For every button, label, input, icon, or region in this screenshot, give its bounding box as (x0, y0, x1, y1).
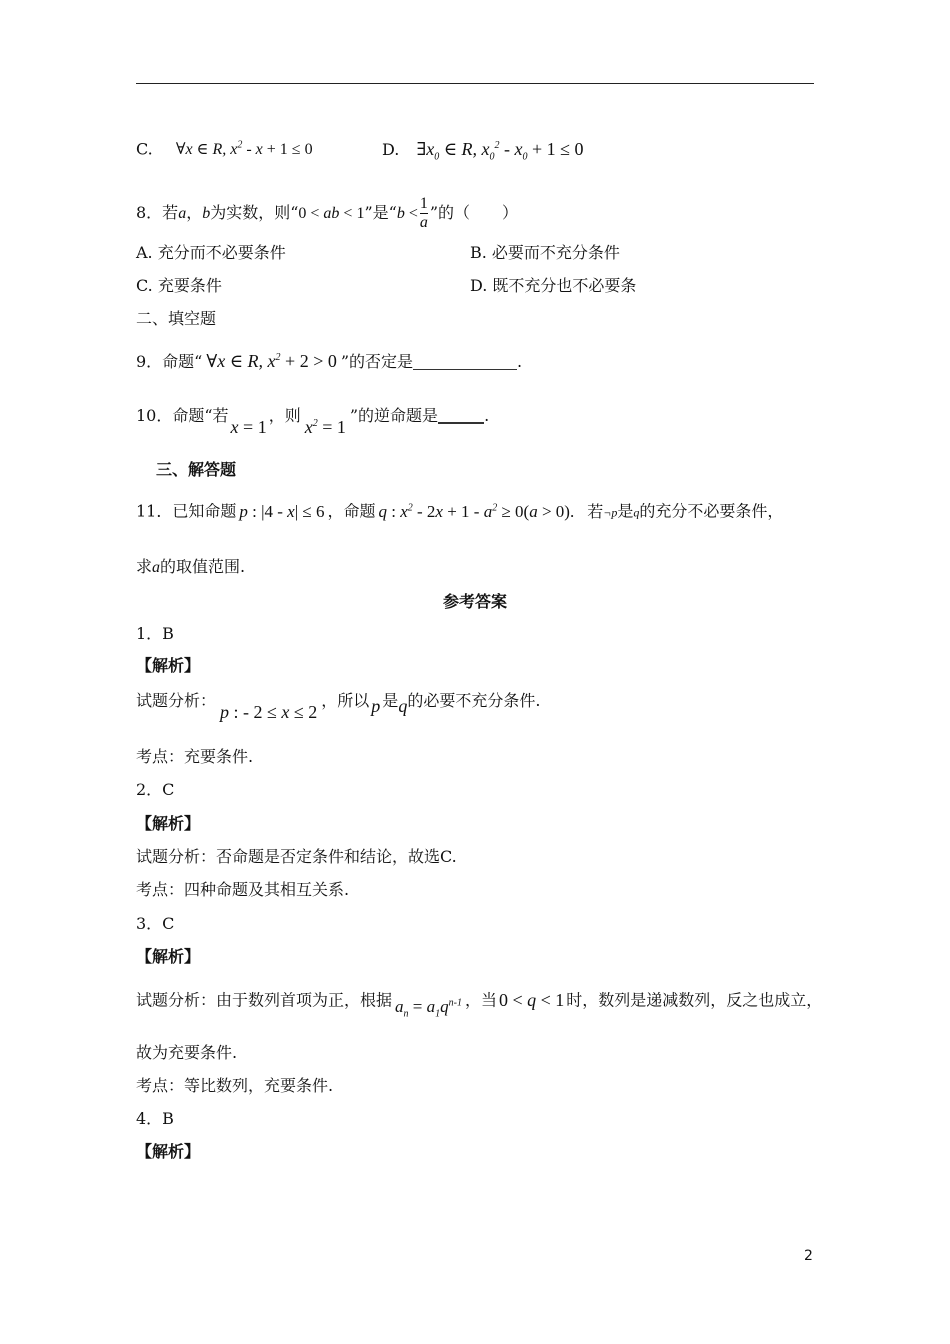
option-label: D. (382, 140, 400, 159)
text: 求 (136, 557, 153, 576)
answer-1-number: 1．B (136, 624, 174, 643)
text: ，所以 (321, 691, 370, 710)
question-11 (136, 496, 783, 525)
formula-not-p: ¬p (603, 505, 618, 520)
section-answer-heading: 三、解答题 (156, 460, 237, 479)
formula: $\exists x_0$ ∈ R, $x_0^2 - x_0 + 1 \le 0$ (416, 139, 584, 163)
formula: b < (396, 205, 418, 222)
answer-1-analysis (136, 688, 541, 722)
answer-3-keypoint: 考点：等比数列，充要条件. (136, 1076, 334, 1095)
text: 9．命题“ (136, 352, 203, 371)
formula: 0 < ab < 1 (298, 205, 365, 222)
q8-number: 8．若 (136, 203, 179, 222)
q7-option-d (382, 134, 584, 170)
question-10 (136, 400, 490, 437)
math-a: a (178, 205, 187, 222)
formula: p : - 2 ≤ x ≤ 2 (220, 702, 318, 722)
page-number: 2 (804, 1248, 813, 1264)
text: 是 (382, 691, 399, 710)
q8-option-a: A. 充分而不必要条件 (136, 243, 286, 262)
answer-3-analysis (136, 985, 822, 1020)
q8-option-c: C. 充要条件 (136, 276, 222, 295)
answer-2-analysis: 试题分析：否命题是否定条件和结论，故选C. (136, 847, 457, 866)
text: 的充分不必要条件， (639, 501, 784, 521)
text: 试题分析：由于数列首项为正，根据 (136, 990, 393, 1010)
text: ”的（ ） (429, 203, 519, 222)
answer-blank[interactable] (413, 353, 517, 370)
formula: $x^2 = 1$ (304, 417, 346, 437)
text: ”的逆命题是 (349, 406, 439, 425)
text: 的取值范围. (160, 557, 246, 576)
formula: ∀x ∈ R, $x^2 - x + 1 \le 0$ (175, 140, 313, 159)
answer-3-analysis-line2: 故为充要条件. (136, 1043, 238, 1062)
math-b: b (202, 205, 211, 222)
text: . (517, 352, 523, 371)
answer-4-tag: 【解析】 (136, 1142, 201, 1161)
question-9 (136, 346, 522, 374)
answer-1-keypoint: 考点：充要条件. (136, 747, 254, 766)
text: 的必要不充分条件. (407, 691, 541, 710)
answer-3-tag: 【解析】 (136, 947, 201, 966)
formula-p: p : |4 - x| ≤ 6 (239, 501, 325, 521)
text: 时，数列是递减数列，反之也成立， (566, 990, 823, 1010)
answers-title: 参考答案 (442, 592, 507, 611)
text: 是 (617, 501, 634, 521)
text: 试题分析： (136, 691, 217, 710)
answer-3-number: 3．C (136, 914, 175, 933)
answer-2-number: 2．C (136, 780, 175, 799)
section-fill-in-heading: 二、填空题 (136, 309, 217, 328)
formula-q-small: q (633, 505, 640, 520)
text: ”的否定是 (340, 352, 414, 371)
text: ”是“ (364, 203, 397, 222)
text: ， (186, 203, 203, 222)
answer-4-number: 4．B (136, 1109, 174, 1128)
text: 为实数，则“ (210, 203, 299, 222)
answer-1-tag: 【解析】 (136, 656, 201, 675)
question-8 (136, 195, 518, 232)
formula-an: $a_n = a_1q^{n-1}$ (395, 996, 462, 1020)
header-rule (136, 83, 814, 84)
math-q: q (398, 696, 408, 716)
text: 若 (587, 501, 604, 521)
formula-q: q : $x^2 - 2x + 1 - a^2 \ge 0(a > 0)$. (378, 501, 575, 521)
option-label: C. (136, 139, 153, 159)
formula-q-range: 0 < q < 1 (498, 989, 565, 1010)
math-a: a (152, 559, 161, 576)
fraction: $\frac{1}{a}$ (419, 195, 428, 231)
answer-2-tag: 【解析】 (136, 814, 201, 833)
math-p: p (371, 696, 381, 716)
answer-2-keypoint: 考点：四种命题及其相互关系. (136, 880, 350, 899)
text: 11．已知命题 (136, 501, 237, 521)
question-11-line2 (136, 555, 245, 580)
q7-option-c (136, 134, 313, 162)
text: ，则 (268, 406, 301, 425)
answer-blank[interactable] (438, 406, 484, 424)
text: ，命题 (327, 501, 376, 521)
text: ，当 (464, 990, 497, 1010)
text: 10．命题“若 (136, 406, 229, 425)
q8-option-d: D. 既不充分也不必要条 (470, 276, 637, 295)
text: . (484, 406, 490, 425)
q8-option-b: B. 必要而不充分条件 (470, 243, 620, 262)
formula: ∀x ∈ R, $x^2 + 2 > 0$ (206, 351, 337, 371)
formula: x = 1 (230, 417, 267, 437)
